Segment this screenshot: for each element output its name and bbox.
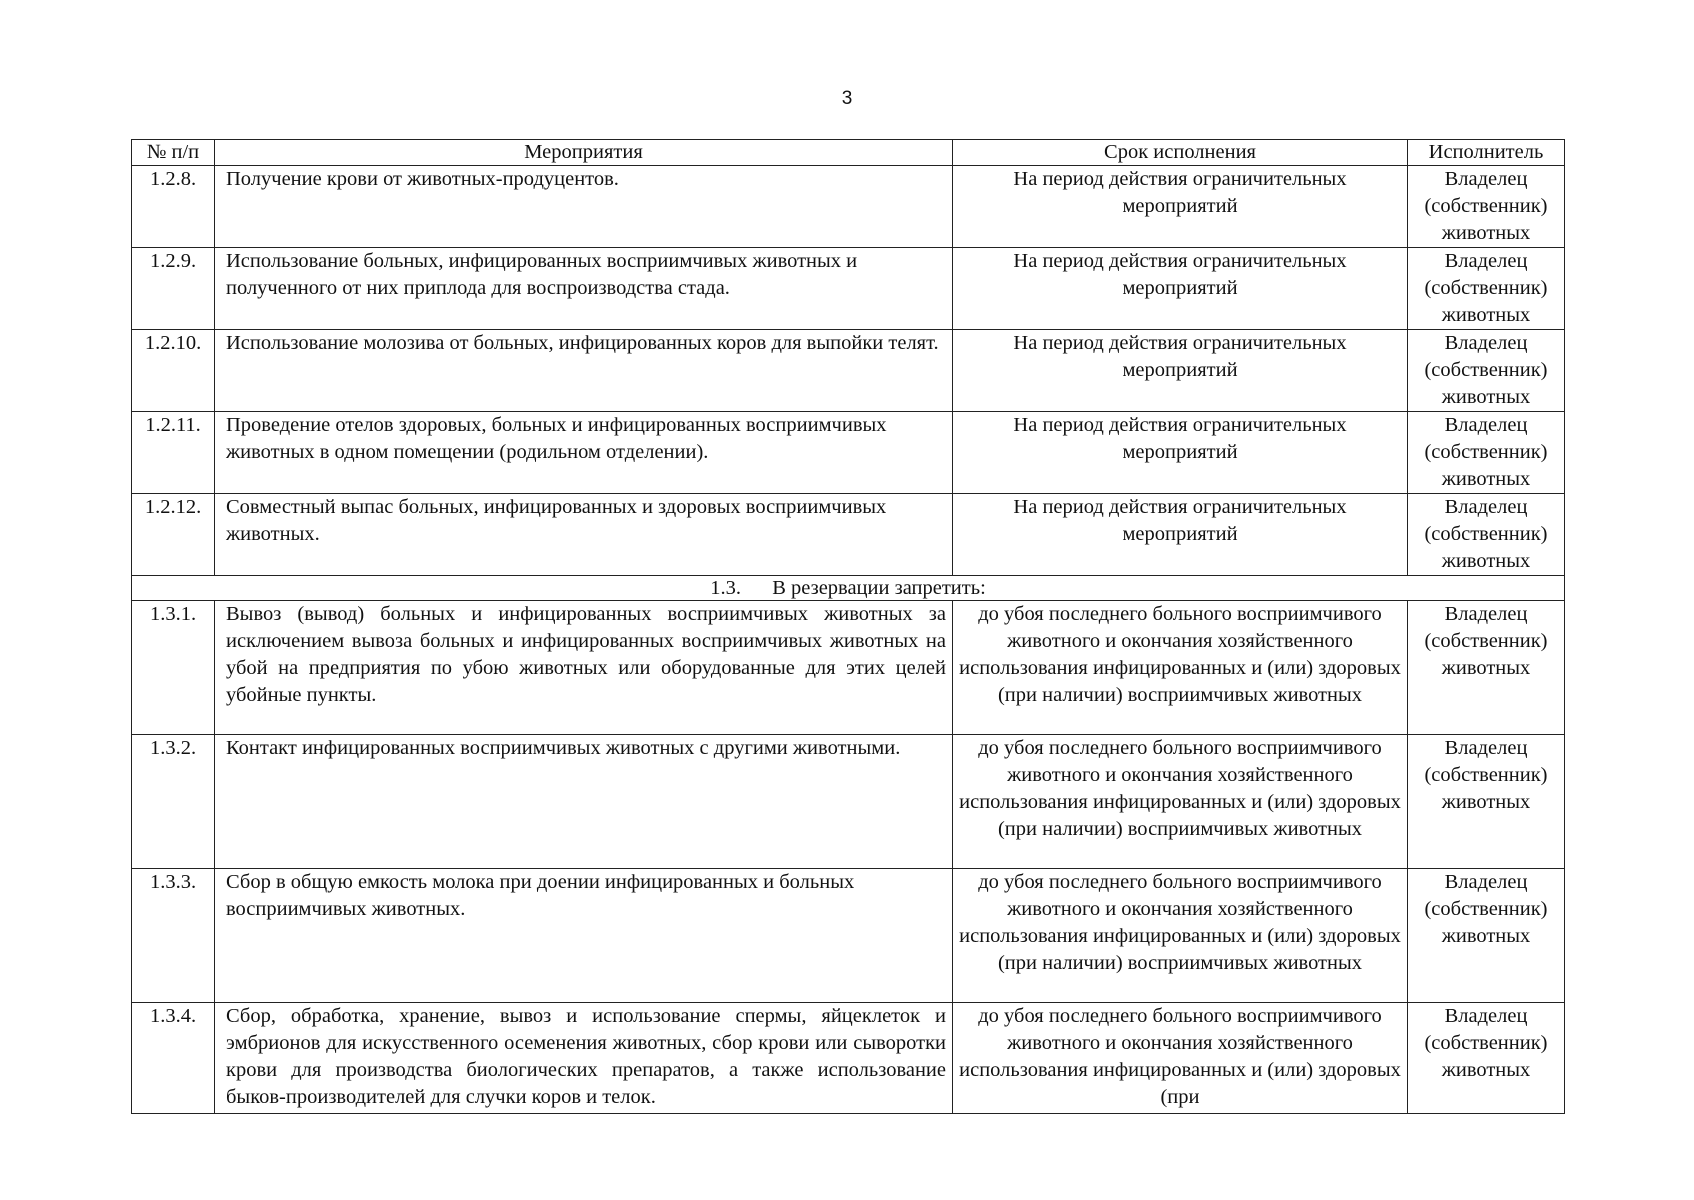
executor-line: Владелец — [1444, 603, 1528, 625]
row-executor — [1408, 1003, 1565, 1114]
header-term: Срок исполнения — [953, 140, 1408, 166]
header-executor: Исполнитель — [1408, 140, 1565, 166]
row-num: 1.2.12. — [132, 494, 215, 576]
header-activity: Мероприятия — [215, 140, 953, 166]
table-row — [132, 494, 1565, 576]
section-heading — [132, 576, 1565, 601]
row-executor — [1408, 248, 1565, 330]
executor-line: Владелец — [1444, 737, 1528, 759]
executor-line: (собственник) — [1424, 1032, 1548, 1054]
row-activity: Использование больных, инфицированных восприимчивых животных и полученного от них приплода для воспроизводства стада. — [215, 248, 953, 330]
executor-line: животных — [1441, 304, 1531, 326]
row-activity: Получение крови от животных-продуцентов. — [215, 166, 953, 248]
executor-line: Владелец — [1444, 871, 1528, 893]
executor-line: (собственник) — [1424, 898, 1548, 920]
section-number: 1.3. — [710, 577, 741, 599]
executor-line: животных — [1441, 791, 1531, 813]
section-title: В резервации запретить: — [772, 577, 986, 599]
executor-line: животных — [1441, 222, 1531, 244]
executor-line: (собственник) — [1424, 277, 1548, 299]
row-executor — [1408, 735, 1565, 869]
table-row — [132, 1003, 1565, 1114]
measures-table — [131, 139, 1565, 1114]
row-term: до убоя последнего больного восприимчивого животного и окончания хозяйственного использования инфицированных и (или) здоровых (при наличии) восприимчивых животных — [953, 869, 1408, 1003]
row-executor — [1408, 601, 1565, 735]
row-term: до убоя последнего больного восприимчивого животного и окончания хозяйственного использования инфицированных и (или) здоровых (при — [953, 1003, 1408, 1114]
executor-line: (собственник) — [1424, 441, 1548, 463]
row-num: 1.3.1. — [132, 601, 215, 735]
row-activity: Сбор, обработка, хранение, вывоз и использование спермы, яйцеклеток и эмбрионов для искусственного осеменения животных, сбор крови или сыворотки крови для производства биологических препаратов, а также использование быков-производителей для случки коров и телок. — [215, 1003, 953, 1114]
executor-line: (собственник) — [1424, 630, 1548, 652]
executor-line: животных — [1441, 657, 1531, 679]
executor-line: Владелец — [1444, 332, 1528, 354]
executor-line: животных — [1441, 550, 1531, 572]
row-term: На период действия ограничительных мероприятий — [953, 494, 1408, 576]
row-activity: Контакт инфицированных восприимчивых животных с другими животными. — [215, 735, 953, 869]
row-activity: Сбор в общую емкость молока при доении инфицированных и больных восприимчивых животных. — [215, 869, 953, 1003]
executor-line: животных — [1441, 1059, 1531, 1081]
row-num: 1.2.10. — [132, 330, 215, 412]
table-row — [132, 248, 1565, 330]
row-activity: Проведение отелов здоровых, больных и инфицированных восприимчивых животных в одном помещении (родильном отделении). — [215, 412, 953, 494]
row-executor — [1408, 869, 1565, 1003]
row-executor — [1408, 494, 1565, 576]
row-num: 1.3.2. — [132, 735, 215, 869]
page-number: 3 — [841, 88, 853, 109]
table-row — [132, 166, 1565, 248]
row-term: На период действия ограничительных мероприятий — [953, 166, 1408, 248]
table-row — [132, 735, 1565, 869]
table-row — [132, 601, 1565, 735]
row-executor — [1408, 412, 1565, 494]
executor-line: животных — [1441, 386, 1531, 408]
row-term: На период действия ограничительных мероприятий — [953, 412, 1408, 494]
executor-line: (собственник) — [1424, 764, 1548, 786]
table-row — [132, 330, 1565, 412]
row-term: На период действия ограничительных мероприятий — [953, 330, 1408, 412]
row-activity: Вывоз (вывод) больных и инфицированных восприимчивых животных за исключением вывоза больных и инфицированных восприимчивых животных на убой на предприятия по убою животных или оборудованные для этих целей убойные пункты. — [215, 601, 953, 735]
table-row — [132, 412, 1565, 494]
row-term: На период действия ограничительных мероприятий — [953, 248, 1408, 330]
executor-line: (собственник) — [1424, 195, 1548, 217]
row-num: 1.2.9. — [132, 248, 215, 330]
row-activity: Использование молозива от больных, инфицированных коров для выпойки телят. — [215, 330, 953, 412]
row-num: 1.2.8. — [132, 166, 215, 248]
executor-line: Владелец — [1444, 496, 1528, 518]
section-heading-row — [132, 576, 1565, 601]
executor-line: животных — [1441, 925, 1531, 947]
executor-line: животных — [1441, 468, 1531, 490]
executor-line: Владелец — [1444, 168, 1528, 190]
row-term: до убоя последнего больного восприимчивого животного и окончания хозяйственного использования инфицированных и (или) здоровых (при наличии) восприимчивых животных — [953, 735, 1408, 869]
table-row — [132, 869, 1565, 1003]
row-num: 1.2.11. — [132, 412, 215, 494]
executor-line: Владелец — [1444, 414, 1528, 436]
executor-line: (собственник) — [1424, 523, 1548, 545]
row-executor — [1408, 330, 1565, 412]
table-header-row — [132, 140, 1565, 166]
row-num: 1.3.4. — [132, 1003, 215, 1114]
executor-line: (собственник) — [1424, 359, 1548, 381]
executor-line: Владелец — [1444, 250, 1528, 272]
header-num: № п/п — [132, 140, 215, 166]
executor-line: Владелец — [1444, 1005, 1528, 1027]
row-executor — [1408, 166, 1565, 248]
row-num: 1.3.3. — [132, 869, 215, 1003]
row-activity: Совместный выпас больных, инфицированных и здоровых восприимчивых животных. — [215, 494, 953, 576]
row-term: до убоя последнего больного восприимчивого животного и окончания хозяйственного использования инфицированных и (или) здоровых (при наличии) восприимчивых животных — [953, 601, 1408, 735]
